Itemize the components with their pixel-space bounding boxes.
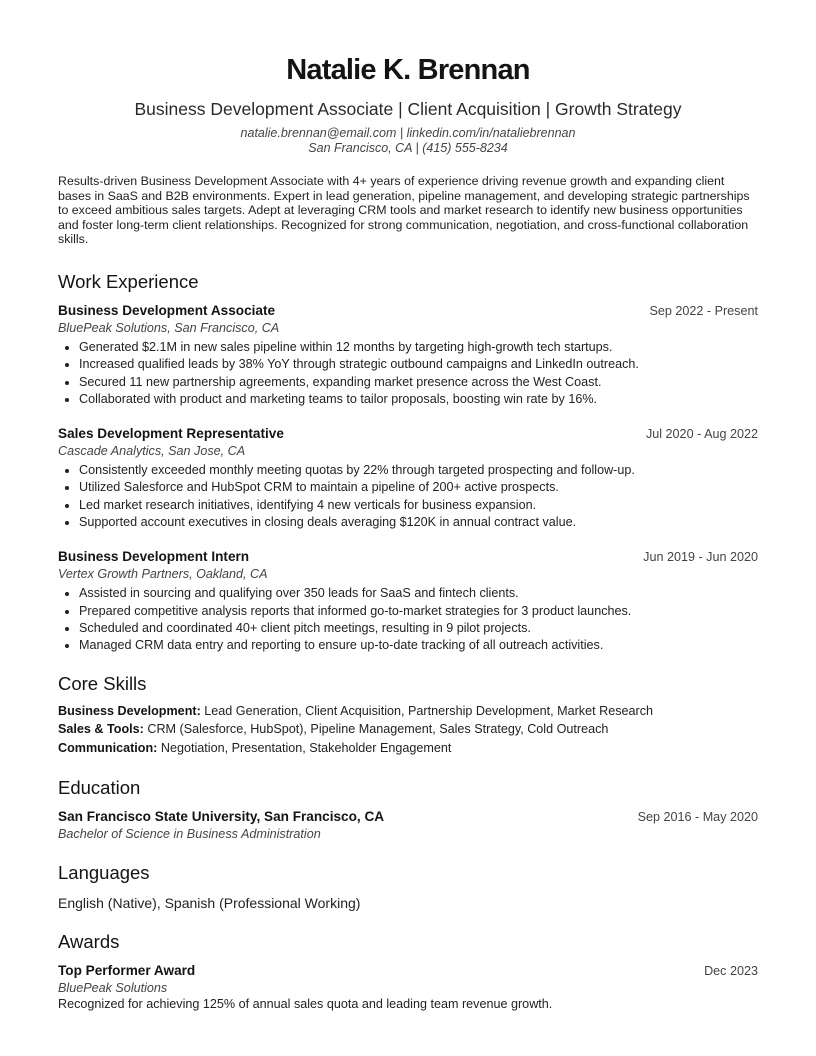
job-bullets xyxy=(58,339,758,408)
skill-value: CRM (Salesforce, HubSpot), Pipeline Management, Sales Strategy, Cold Outreach xyxy=(143,722,609,737)
candidate-name: Natalie K. Brennan xyxy=(286,54,530,86)
languages-section xyxy=(58,861,758,912)
job-bullet: • Assisted in sourcing and qualifying over 350 leads for SaaS and fintech clients. xyxy=(79,585,758,602)
skill-line xyxy=(58,720,758,739)
job-entry xyxy=(58,425,758,531)
degree: Bachelor of Science in Business Administration xyxy=(58,827,321,842)
headline: Business Development Associate | Client Acquisition | Growth Strategy xyxy=(134,99,682,119)
award-organization: BluePeak Solutions xyxy=(58,981,168,996)
section-title-education: Education xyxy=(58,777,141,799)
contact-line-location-phone: San Francisco, CA | (415) 555-8234 xyxy=(308,141,508,155)
award-date: Dec 2023 xyxy=(704,964,758,979)
skills-list xyxy=(58,702,758,758)
skill-label: Business Development: xyxy=(58,703,201,718)
section-title-skills: Core Skills xyxy=(58,672,147,694)
job-bullet: • Consistently exceeded monthly meeting quotas by 22% through targeted prospecting and follow-up. xyxy=(79,462,758,479)
job-bullets xyxy=(58,585,758,654)
education-dates: Sep 2016 - May 2020 xyxy=(637,810,758,825)
resume-header xyxy=(58,0,758,156)
education-section xyxy=(58,776,758,843)
job-header xyxy=(58,425,758,443)
job-bullet: • Led market research initiatives, identifying 4 new verticals for business expansion. xyxy=(79,497,758,514)
job-header xyxy=(58,302,758,320)
job-title: Business Development Associate xyxy=(58,302,276,318)
section-title-languages: Languages xyxy=(58,862,150,884)
job-bullet: • Increased qualified leads by 38% YoY through strategic outbound campaigns and LinkedIn outreach. xyxy=(79,356,758,373)
job-dates: Jun 2019 - Jun 2020 xyxy=(643,550,758,565)
professional-summary: Results-driven Business Development Associate with 4+ years of experience driving revenue growth and expanding client bases in SaaS and B2B environments. Expert in lead generation, pipeline management, and developing strategic partnerships to exceed ambitious sales targets. Adept at leveraging CRM tools and market research to identify new business opportunities and foster long-term client relationships. Recognized for strong communication, negotiation, and cross-functional collaboration skills. xyxy=(58,174,750,247)
job-entry xyxy=(58,548,758,654)
job-bullet: • Managed CRM data entry and reporting to ensure up-to-date tracking of all outreach activities. xyxy=(79,637,758,654)
skill-line xyxy=(58,702,758,721)
section-title-awards: Awards xyxy=(58,931,120,953)
skill-value: Negotiation, Presentation, Stakeholder Engagement xyxy=(157,740,452,755)
contact-info xyxy=(58,126,758,156)
award-entry xyxy=(58,962,758,1012)
job-title: Business Development Intern xyxy=(58,549,250,565)
job-company: BluePeak Solutions, San Francisco, CA xyxy=(58,320,280,335)
job-bullet: • Utilized Salesforce and HubSpot CRM to maintain a pipeline of 200+ active prospects. xyxy=(79,479,758,496)
education-header xyxy=(58,808,758,826)
job-bullets xyxy=(58,462,758,531)
section-title-work: Work Experience xyxy=(58,270,199,292)
job-bullet: • Supported account executives in closing deals averaging $120K in annual contract value. xyxy=(79,514,758,531)
award-header xyxy=(58,962,758,980)
job-bullet: • Collaborated with product and marketing teams to tailor proposals, boosting win rate by 16%. xyxy=(79,391,758,408)
education-entry xyxy=(58,808,758,843)
languages-text: English (Native), Spanish (Professional Working) xyxy=(58,895,361,912)
awards-section xyxy=(58,930,758,1012)
job-company: Vertex Growth Partners, Oakland, CA xyxy=(58,567,268,582)
skill-line xyxy=(58,739,758,758)
job-company: Cascade Analytics, San Jose, CA xyxy=(58,444,246,459)
award-description: Recognized for achieving 125% of annual sales quota and leading team revenue growth. xyxy=(58,997,553,1012)
skill-label: Communication: xyxy=(58,740,158,755)
core-skills-section xyxy=(58,672,758,758)
job-bullet: • Scheduled and coordinated 40+ client pitch meetings, resulting in 9 pilot projects. xyxy=(79,620,758,637)
job-bullet: • Generated $2.1M in new sales pipeline within 12 months by targeting high-growth tech startups. xyxy=(79,339,758,356)
skill-value: Lead Generation, Client Acquisition, Partnership Development, Market Research xyxy=(200,703,653,718)
school-name: San Francisco State University, San Francisco, CA xyxy=(58,809,385,825)
job-dates: Jul 2020 - Aug 2022 xyxy=(645,427,758,442)
job-dates: Sep 2022 - Present xyxy=(649,303,758,318)
contact-line-email-linkedin: natalie.brennan@email.com | linkedin.com/in/nataliebrennan xyxy=(240,126,576,140)
work-experience-section xyxy=(58,270,758,655)
skill-label: Sales & Tools: xyxy=(58,722,144,737)
job-bullet: • Prepared competitive analysis reports that informed go-to-market strategies for 3 product launches. xyxy=(79,603,758,620)
award-title: Top Performer Award xyxy=(58,963,196,979)
job-bullet: • Secured 11 new partnership agreements, expanding market presence across the West Coast. xyxy=(79,374,758,391)
job-header xyxy=(58,548,758,566)
job-title: Sales Development Representative xyxy=(58,426,284,442)
job-entry xyxy=(58,302,758,408)
